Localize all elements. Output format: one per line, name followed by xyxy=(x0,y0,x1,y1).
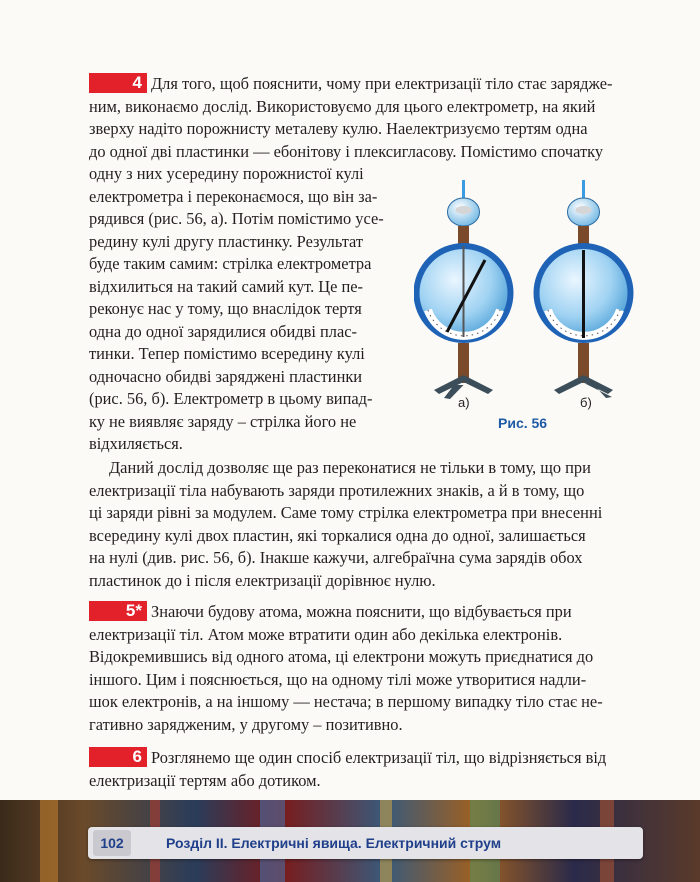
text-line: буде таким самим: стрілка електрометра xyxy=(89,254,372,273)
text-line: Відокремившись від одного атома, ці електрони можуть приєднатися до xyxy=(89,647,594,666)
text-line: електризації тертям або дотиком. xyxy=(89,770,321,790)
text-line: ку не виявляє заряду – стрілка його не xyxy=(89,411,357,431)
figure-label-b: б) xyxy=(580,395,592,410)
text-line: електризації тіл. Атом може втратити один або декілька електронів. xyxy=(89,624,563,644)
text-line: зверху надіто порожнисту металеву кулю. Наелектризуємо тертям одна xyxy=(89,119,588,138)
figure-label-a: а) xyxy=(458,395,470,410)
text-line: Знаючи будову атома, можна пояснити, що відбувається при xyxy=(151,602,572,621)
electrometer-b xyxy=(534,180,634,398)
text-line: ці заряди рівні за модулем. Саме тому стрілка електрометра при внесенні xyxy=(89,503,603,522)
section-5-badge: 5* xyxy=(89,601,147,621)
section-4-badge: 4 xyxy=(89,73,147,93)
page-number: 102 xyxy=(93,830,131,856)
text-line: на нулі (див. рис. 56, б). Інакше кажучи, алгебраїчна сума зарядів обох xyxy=(89,548,583,567)
section-6-badge: 6 xyxy=(89,747,147,767)
text-line: Розглянемо ще один спосіб електризації тіл, що відрізняється від xyxy=(151,748,607,767)
text-line: відхилиться на такий самий кут. Це пе- xyxy=(89,276,364,296)
text-line: Даний дослід дозволяє ще раз переконатися не тільки в тому, що при xyxy=(109,458,591,477)
text-line: одну з них усередину порожнистої кулі xyxy=(89,164,364,183)
text-line: шок електронів, а на іншому — нестача; в першому випадку тіло стає не- xyxy=(89,692,603,711)
text-line: рядився (рис. 56, а). Потім помістимо усе- xyxy=(89,209,384,228)
text-line: пластинок до і після електризації дорівнює нулю. xyxy=(89,570,436,590)
text-line: (рис. 56, б). Електрометр в цьому випад- xyxy=(89,389,373,408)
text-line: до одної дві пластинки — ебонітову і плексигласову. Помістимо спочатку xyxy=(89,141,604,161)
chapter-title: Розділ ІІ. Електричні явища. Електричний струм xyxy=(166,835,502,851)
figure-caption: Рис. 56 xyxy=(498,415,548,431)
text-line: ним, виконаємо дослід. Використовуємо для цього електрометр, на який xyxy=(89,96,596,116)
section-6-paragraph xyxy=(89,747,641,792)
text-line: тинки. Тепер помістимо всередину кулі xyxy=(89,344,365,363)
conclusion-paragraph xyxy=(89,457,641,592)
text-line: реконує нас у тому, що внаслідок тертя xyxy=(89,299,362,318)
text-line: електризації тіла набувають заряди протилежних знаків, а й в тому, що xyxy=(89,480,585,500)
electrometer-a xyxy=(414,180,514,399)
text-line: одночасно обидві заряджені пластинки xyxy=(89,366,363,386)
section-5-paragraph xyxy=(89,601,641,736)
text-line: редину кулі другу пластинку. Результат xyxy=(89,231,364,251)
text-line: електрометра і переконаємося, що він за- xyxy=(89,186,378,206)
text-line: одна до одної зарядилися обидві плас- xyxy=(89,321,357,341)
text-line: гативно зарядженим, у другому – позитивно. xyxy=(89,714,403,734)
electrometer-figure xyxy=(414,180,642,435)
text-line: всередину кулі двох пластин, які торкалися одна до одної, залишається xyxy=(89,525,586,545)
text-line: іншого. Цим і пояснюється, що на одному тілі може утворитися надли- xyxy=(89,669,587,689)
text-line: відхиляється. xyxy=(89,434,183,453)
text-line: Для того, щоб пояснити, чому при електризації тіло стає заряджe- xyxy=(151,74,613,93)
